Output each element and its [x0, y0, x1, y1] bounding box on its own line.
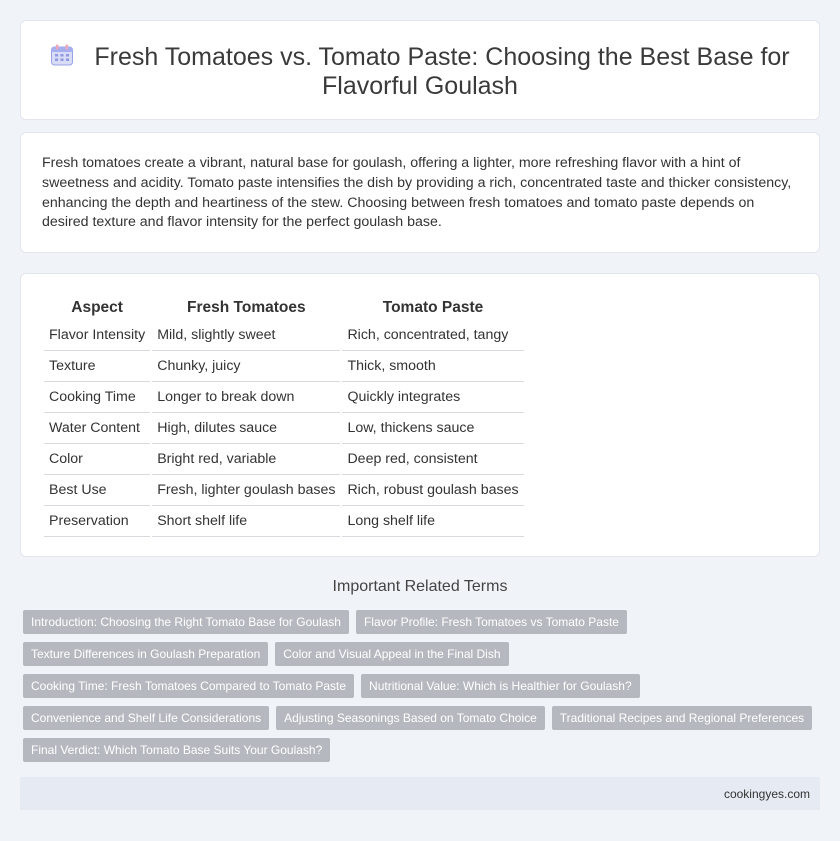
table-header-row: [44, 294, 524, 320]
related-term-tag[interactable]: Final Verdict: Which Tomato Base Suits Your Goulash?: [23, 738, 330, 762]
table-cell: Long shelf life: [342, 506, 523, 537]
table-cell: Quickly integrates: [342, 382, 523, 413]
table-cell: Mild, slightly sweet: [152, 320, 340, 351]
table-cell: Texture: [44, 351, 150, 382]
calendar-icon: [50, 43, 74, 67]
page-title: [21, 43, 819, 101]
intro-paragraph: Fresh tomatoes create a vibrant, natural base for goulash, offering a lighter, more refreshing flavor with a hint of sweetness and acidity. Tomato paste intensifies the dish by providing a rich, concentrated taste and thicker consistency, enhancing the depth and heartiness of the stew. Choosing between fresh tomatoes and tomato paste depends on desired texture and flavor intensity for the perfect goulash base.: [42, 155, 792, 231]
table-row: [44, 444, 524, 475]
header-card: [20, 20, 820, 120]
table-cell: Best Use: [44, 475, 150, 506]
table-cell: Rich, robust goulash bases: [342, 475, 523, 506]
table-cell: Bright red, variable: [152, 444, 340, 475]
table-cell: Water Content: [44, 413, 150, 444]
table-cell: Thick, smooth: [342, 351, 523, 382]
related-term-tag[interactable]: Introduction: Choosing the Right Tomato Base for Goulash: [23, 610, 349, 634]
related-term-tag[interactable]: Adjusting Seasonings Based on Tomato Choice: [276, 706, 545, 730]
table-cell: Low, thickens sauce: [342, 413, 523, 444]
table-row: [44, 351, 524, 382]
table-cell: Cooking Time: [44, 382, 150, 413]
tag-row: [23, 610, 823, 634]
tag-row: [23, 706, 823, 730]
table-cell: High, dilutes sauce: [152, 413, 340, 444]
title-line-1: Fresh Tomatoes vs. Tomato Paste: Choosing the Best Base for: [94, 43, 790, 71]
table-cell: Longer to break down: [152, 382, 340, 413]
related-term-tag[interactable]: Color and Visual Appeal in the Final Dish: [275, 642, 508, 666]
table-row: [44, 320, 524, 351]
table-cell: Deep red, consistent: [342, 444, 523, 475]
comparison-table: [42, 294, 526, 537]
table-row: [44, 413, 524, 444]
footer-site[interactable]: cookingyes.com: [723, 787, 810, 801]
related-term-tag[interactable]: Texture Differences in Goulash Preparation: [23, 642, 268, 666]
column-header: Tomato Paste: [382, 299, 484, 316]
table-row: [44, 475, 524, 506]
table-cell: Short shelf life: [152, 506, 340, 537]
table-cell: Color: [44, 444, 150, 475]
tag-row: [23, 738, 823, 762]
related-term-tag[interactable]: Flavor Profile: Fresh Tomatoes vs Tomato Paste: [356, 610, 627, 634]
table-cell: Chunky, juicy: [152, 351, 340, 382]
table-cell: Flavor Intensity: [44, 320, 150, 351]
related-term-tag[interactable]: Cooking Time: Fresh Tomatoes Compared to Tomato Paste: [23, 674, 354, 698]
related-term-tag[interactable]: Convenience and Shelf Life Considerations: [23, 706, 269, 730]
table-cell: Fresh, lighter goulash bases: [152, 475, 340, 506]
intro-card: [20, 132, 820, 253]
table-cell: Rich, concentrated, tangy: [342, 320, 523, 351]
related-terms-list: [23, 610, 823, 770]
related-term-tag[interactable]: Nutritional Value: Which is Healthier for Goulash?: [361, 674, 640, 698]
related-term-tag[interactable]: Traditional Recipes and Regional Preferences: [552, 706, 812, 730]
tag-row: [23, 642, 823, 666]
tag-row: [23, 674, 823, 698]
table-row: [44, 506, 524, 537]
column-header: Aspect: [71, 299, 123, 316]
related-terms-title: Important Related Terms: [332, 578, 508, 595]
comparison-card: [20, 273, 820, 557]
table-row: [44, 382, 524, 413]
title-line-2: Flavorful Goulash: [322, 72, 518, 100]
table-cell: Preservation: [44, 506, 150, 537]
footer: [20, 777, 820, 810]
column-header: Fresh Tomatoes: [187, 299, 306, 316]
